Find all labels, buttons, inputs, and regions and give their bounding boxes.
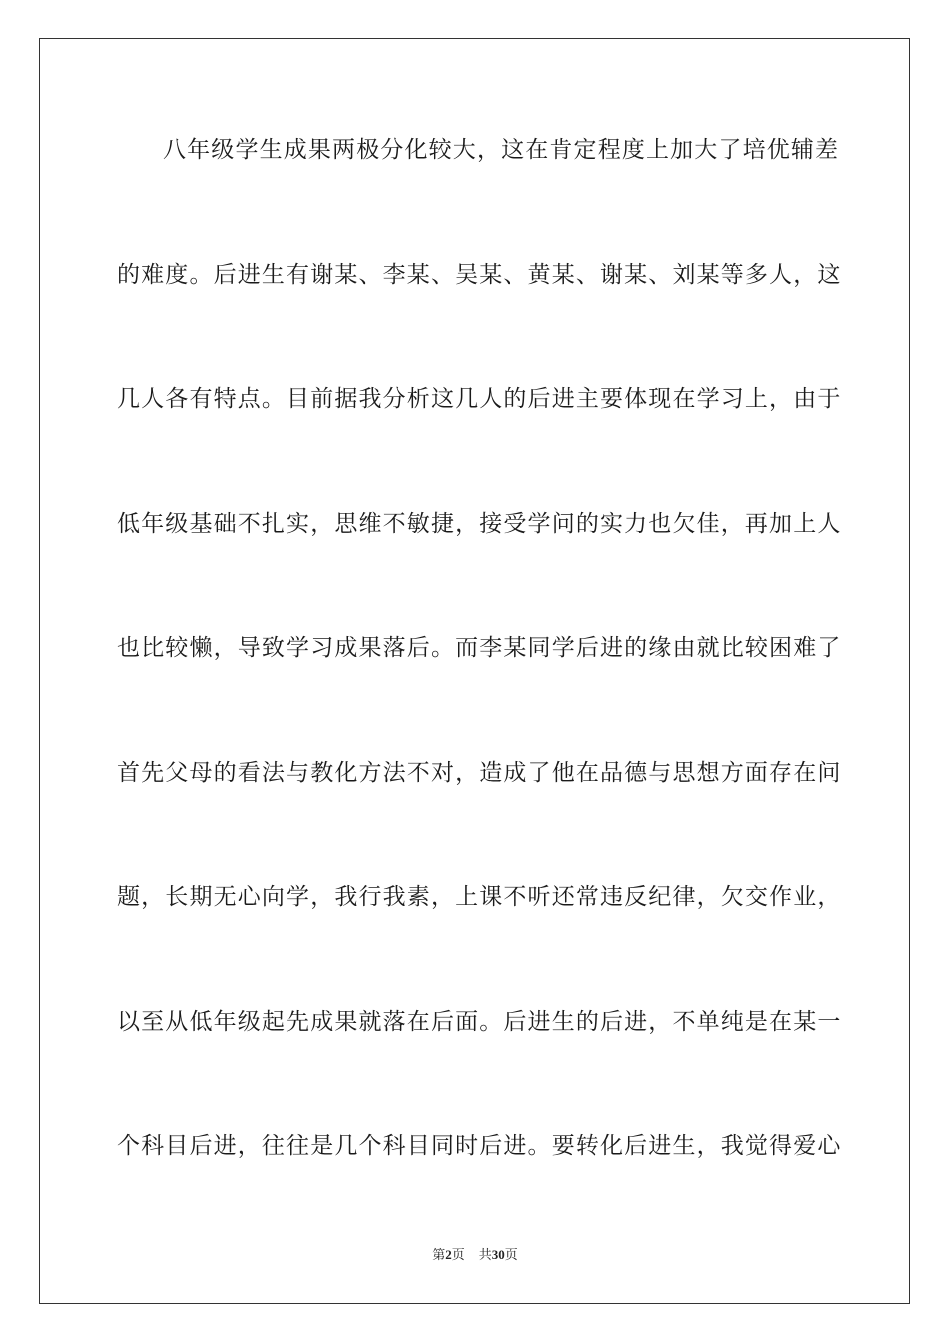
- paragraph-line-8: 以至从低年级起先成果就落在后面。后进生的后进，不单纯是在某一: [117, 1009, 842, 1035]
- paragraph-line-9: 个科目后进，往往是几个科目同时后进。要转化后进生，我觉得爱心: [117, 1133, 842, 1159]
- paragraph-line-6: 首先父母的看法与教化方法不对，造成了他在品德与思想方面存在问: [117, 760, 842, 786]
- paragraph-line-5: 也比较懒，导致学习成果落后。而李某同学后进的缘由就比较困难了: [117, 635, 842, 661]
- total-label-prefix: 共: [478, 1248, 492, 1263]
- page-label-suffix: 页: [451, 1248, 465, 1263]
- total-page-number: 30: [491, 1247, 505, 1262]
- paragraph-line-1: 八年级学生成果两极分化较大，这在肯定程度上加大了培优辅差: [163, 137, 840, 163]
- paragraph-line-2: 的难度。后进生有谢某、李某、吴某、黄某、谢某、刘某等多人，这: [117, 262, 842, 288]
- total-label-suffix: 页: [504, 1248, 518, 1263]
- paragraph-line-7: 题，长期无心向学，我行我素，上课不听还常违反纪律，欠交作业，: [117, 884, 842, 910]
- current-page-number: 2: [445, 1247, 452, 1262]
- paragraph-line-4: 低年级基础不扎实，思维不敏捷，接受学问的实力也欠佳，再加上人: [117, 511, 842, 537]
- paragraph-line-3: 几人各有特点。目前据我分析这几人的后进主要体现在学习上，由于: [117, 386, 842, 412]
- page-footer: [0, 1246, 950, 1265]
- page-label-prefix: 第: [432, 1248, 446, 1263]
- page-border: [39, 38, 910, 1304]
